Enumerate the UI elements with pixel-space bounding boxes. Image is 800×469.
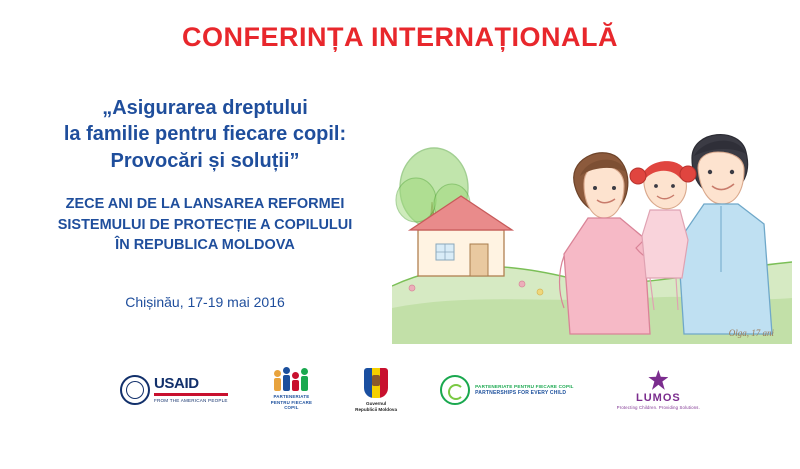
page-title: CONFERINȚA INTERNAȚIONALĂ (182, 22, 618, 52)
usaid-tagline: FROM THE AMERICAN PEOPLE (154, 398, 228, 404)
gov-caption-line-2: Republicii Moldova (355, 406, 398, 412)
people-group-icon (274, 369, 308, 391)
conference-subtitle (40, 194, 370, 256)
p4ec-caption (271, 394, 312, 411)
sponsor-logo-strip (120, 360, 700, 420)
p4ec-caption-line-3: COPIL (284, 405, 299, 411)
conference-subtitle-line-1: ZECE ANI DE LA LANSAREA REFORMEI (65, 196, 345, 213)
moldova-coat-of-arms-icon (364, 368, 388, 398)
pfec-line-en: PARTNERSHIPS FOR EVERY CHILD (475, 389, 567, 396)
left-text-block (40, 95, 370, 310)
usaid-wordmark: USAID (154, 375, 199, 393)
lumos-star-icon (648, 370, 668, 390)
conference-subtitle-line-2: SISTEMULUI DE PROTECȚIE A COPILULUI (57, 216, 353, 233)
logo-usaid (120, 375, 228, 405)
date-and-location: Chișinău, 17-19 mai 2016 (125, 293, 285, 310)
conference-subtitle-line-3: ÎN REPUBLICA MOLDOVA (115, 237, 295, 254)
pfec-line-ro: PARTENERIATE PENTRU FIECARE COPIL (475, 383, 574, 389)
p4ec-caption-line-2: PENTRU FIECARE (270, 399, 313, 405)
conference-theme-line-1: „Asigurarea dreptului (102, 97, 308, 119)
logo-partnerships-for-every-child (440, 375, 574, 405)
lumos-wordmark: LUMOS (636, 391, 681, 404)
usaid-seal-icon (120, 375, 150, 405)
logo-government-of-moldova (355, 368, 397, 413)
logo-lumos (617, 370, 700, 410)
gov-caption (355, 401, 397, 413)
family-illustration (392, 72, 792, 344)
artist-signature: Olga, 17 ani (728, 328, 774, 338)
conference-theme-line-3: Provocări și soluții” (110, 149, 300, 172)
gov-caption-line-1: Guvernul (366, 400, 387, 406)
p4ec-caption-line-1: PARTENERIATE (273, 394, 310, 400)
family-drawing-svg (392, 72, 792, 344)
logo-parteneriate-pentru-fiecare-copil (271, 369, 312, 411)
conference-theme (40, 95, 370, 174)
circle-swirl-icon (440, 375, 470, 405)
usaid-red-bar (154, 393, 228, 396)
lumos-tagline: Protecting Children. Providing Solutions. (616, 405, 700, 411)
conference-theme-line-2: la familie pentru fiecare copil: (63, 123, 347, 146)
